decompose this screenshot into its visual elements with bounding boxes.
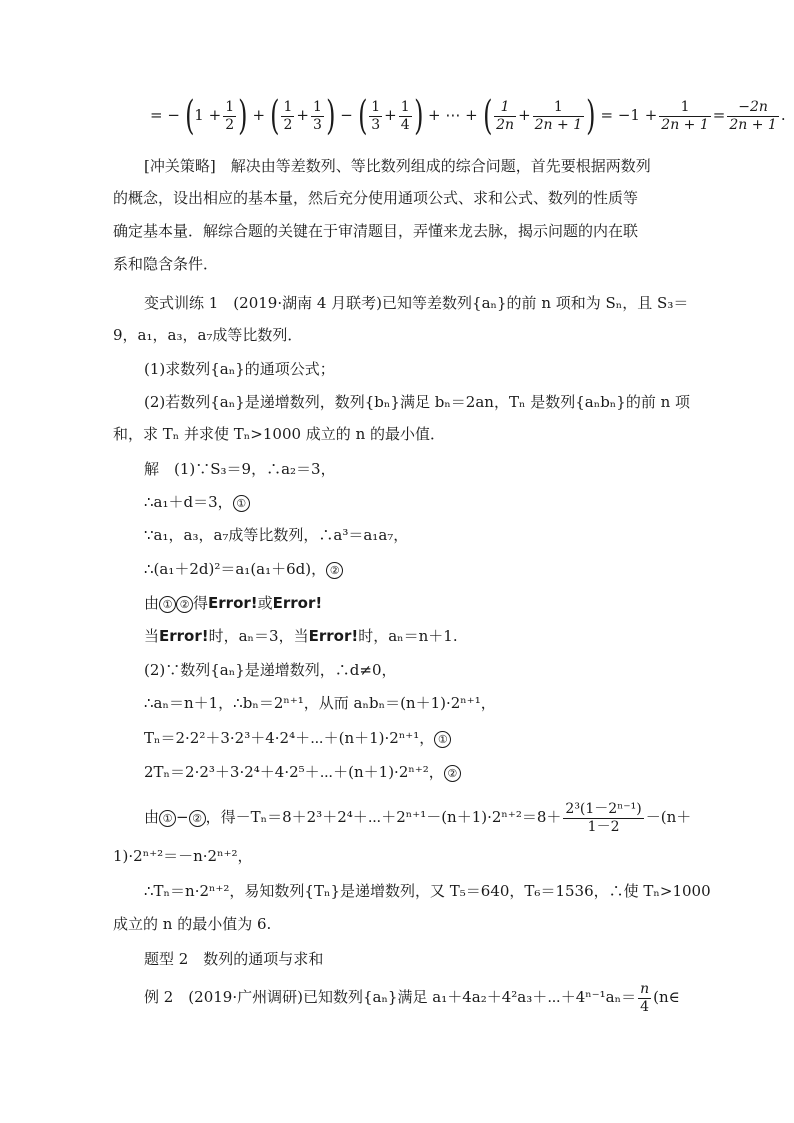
solution-9: Tₙ＝2·2²＋3·2³＋4·2⁴＋⋯＋(n＋1)·2ⁿ⁺¹， ①: [144, 728, 451, 748]
solution-11: 由 ① − ② ，得－Tₙ＝8＋2³＋2⁴＋⋯＋2ⁿ⁺¹－(n＋1)·2ⁿ⁺²＝8＋ $\frac{\text{2³(1－2ⁿ⁻¹)}}{1-2}$ －(n＋: [144, 800, 692, 835]
section-title: 题型 2 数列的通项与求和: [144, 950, 324, 968]
eq-text: = −1 +: [600, 106, 658, 124]
eq-text: +: [518, 106, 531, 124]
question-1: (1)求数列{aₙ}的通项公式；: [144, 360, 335, 378]
eq-text: +: [252, 106, 266, 124]
solution-13: ∴Tₙ＝n·2ⁿ⁺²，易知数列{Tₙ}是递增数列，又 T₅＝640，T₆＝1536，∴使 Tₙ>1000: [144, 882, 711, 900]
fraction: $\frac{1}{3}$: [371, 98, 381, 133]
eq-text: +: [384, 106, 397, 124]
eq-text: 1: [194, 106, 204, 124]
eq-text: +: [296, 106, 309, 124]
fraction: $\frac{n}{4}$: [640, 980, 650, 1015]
solution-14: 成立的 n 的最小值为 6.: [113, 915, 272, 933]
fraction: $\frac{1}{2n + 1}$: [661, 98, 709, 133]
exercise-line1: 变式训练 1 (2019·湖南 4 月联考)已知等差数列{aₙ}的前 n 项和为 Sₙ，且 S₃＝: [144, 294, 689, 312]
solution-5: 由 ① ② 得Error!或Error!: [144, 594, 323, 612]
strategy-p1: [冲关策略] 解决由等差数列、等比数列组成的综合问题，首先要根据两数列: [144, 157, 651, 175]
fraction: $\frac{-2n}{2n + 1}$: [729, 98, 777, 133]
fraction: $\frac{1}{2n + 1}$: [534, 98, 583, 133]
fraction: $\frac{1}{2}$: [283, 98, 293, 133]
eq-text: + ⋯ +: [428, 106, 478, 124]
equation-line: = − (1 + $\frac{1}{2}$ ) + ( $\frac{1}{2}$ + $\frac{1}{3}$ ) − ( $\frac{1}{3}$ + $\frac{1}{4}$ ) + ⋯ + ( $\frac{1}{2n}$ + $\frac{1}{2n + 1}$ ) = −1 + $\frac{1}{2n + 1}$ = $\frac{-2n}{2n + 1}$ .: [150, 93, 786, 139]
solution-6: 当Error!时，aₙ＝3，当Error!时，aₙ＝n＋1.: [144, 627, 458, 645]
fraction: $\frac{1}{2n}$: [496, 98, 515, 133]
solution-12: 1)·2ⁿ⁺²＝－n·2ⁿ⁺²，: [113, 847, 253, 865]
question-2b: 和，求 Tₙ 并求使 Tₙ>1000 成立的 n 的最小值．: [113, 425, 446, 443]
eq-text: = −: [150, 106, 180, 124]
example-2: 例 2 (2019·广州调研)已知数列{aₙ}满足 a₁＋4a₂＋4²a₃＋⋯＋4ⁿ⁻¹aₙ＝ $\frac{n}{4}$ (n∈: [144, 980, 680, 1015]
question-2a: (2)若数列{aₙ}是递增数列，数列{bₙ}满足 bₙ＝2an，Tₙ 是数列{aₙbₙ}的前 n 项: [144, 393, 691, 411]
fraction: $\frac{1}{2}$: [225, 98, 235, 133]
strategy-p2: 的概念，设出相应的基本量，然后充分使用通项公式、求和公式、数列的性质等: [113, 189, 639, 207]
solution-2: ∴a₁＋d＝3， ①: [144, 492, 250, 512]
eq-text: +: [208, 106, 222, 124]
solution-3: ∵a₁，a₃，a₇成等比数列，∴a³＝a₁a₇，: [144, 526, 409, 544]
solution-8: ∴aₙ＝n＋1，∴bₙ＝2ⁿ⁺¹，从而 aₙbₙ＝(n＋1)·2ⁿ⁺¹，: [144, 694, 496, 712]
solution-1: 解 (1)∵S₃＝9，∴a₂＝3，: [144, 460, 336, 478]
fraction: $\frac{\text{2³(1－2ⁿ⁻¹)}}{1-2}$: [565, 800, 642, 835]
eq-text: =: [712, 106, 726, 124]
strategy-p4: 系和隐含条件．: [113, 255, 219, 273]
solution-7: (2)∵数列{aₙ}是递增数列，∴d≠0，: [144, 661, 397, 679]
solution-4: ∴(a₁＋2d)²＝a₁(a₁＋6d)， ②: [144, 559, 343, 579]
exercise-line2: 9，a₁，a₃，a₇成等比数列．: [113, 326, 303, 344]
fraction: $\frac{1}{3}$: [312, 98, 322, 133]
solution-10: 2Tₙ＝2·2³＋3·2⁴＋4·2⁵＋⋯＋(n＋1)·2ⁿ⁺²， ②: [144, 762, 461, 782]
fraction: $\frac{1}{4}$: [400, 98, 410, 133]
strategy-p3: 确定基本量．解综合题的关键在于审清题目，弄懂来龙去脉，揭示问题的内在联: [113, 222, 639, 240]
